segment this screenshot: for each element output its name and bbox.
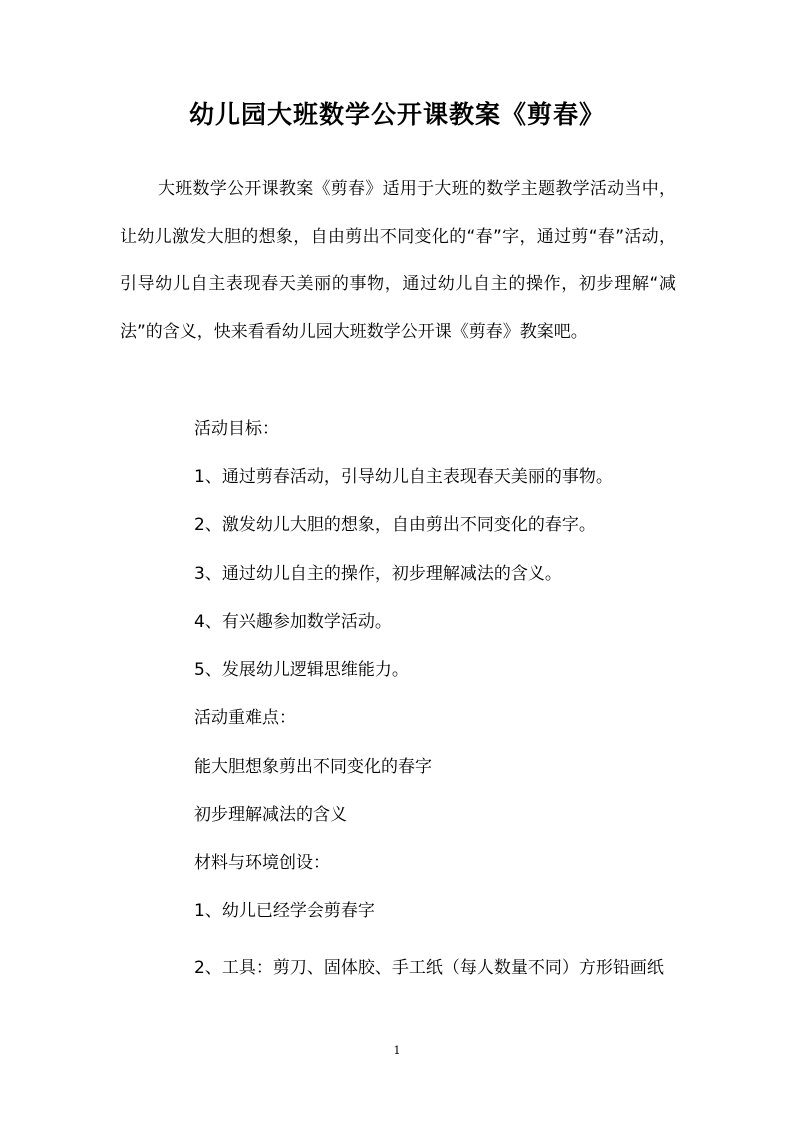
material-item-2: 2、工具：剪刀、固体胶、手工纸（每人数量不同）方形铅画纸 [194, 958, 664, 978]
key-point-item-2: 初步理解减法的含义 [194, 805, 347, 825]
goal-item-4: 4、有兴趣参加数学活动。 [194, 612, 392, 632]
material-item-1: 1、幼儿已经学会剪春字 [194, 901, 375, 921]
goal-item-5: 5、发展幼儿逻辑思维能力。 [194, 660, 409, 680]
goals-heading: 活动目标： [194, 419, 279, 439]
page-number: 1 [393, 1044, 401, 1057]
goal-item-3: 3、通过幼儿自主的操作，初步理解减法的含义。 [194, 564, 562, 584]
materials-heading: 材料与环境创设： [194, 853, 330, 873]
key-point-item-1: 能大胆想象剪出不同变化的春字 [194, 757, 432, 777]
goal-item-2: 2、激发幼儿大胆的想象，自由剪出不同变化的春字。 [194, 515, 596, 535]
intro-paragraph: 大班数学公开课教案《剪春》适用于大班的数学主题教学活动当中，让幼儿激发大胆的想象，自由剪出不同变化的“春”字，通过剪“春”活动，引导幼儿自主表现春天美丽的事物，通过幼儿自主的操作，初步理解“减法”的含义，快来看看幼儿园大班数学公开课《剪春》教案吧。 [120, 179, 676, 342]
goal-item-1: 1、通过剪春活动，引导幼儿自主表现春天美丽的事物。 [194, 467, 613, 487]
document-title: 幼儿园大班数学公开课教案《剪春》 [188, 100, 605, 129]
key-points-heading: 活动重难点： [194, 708, 296, 728]
